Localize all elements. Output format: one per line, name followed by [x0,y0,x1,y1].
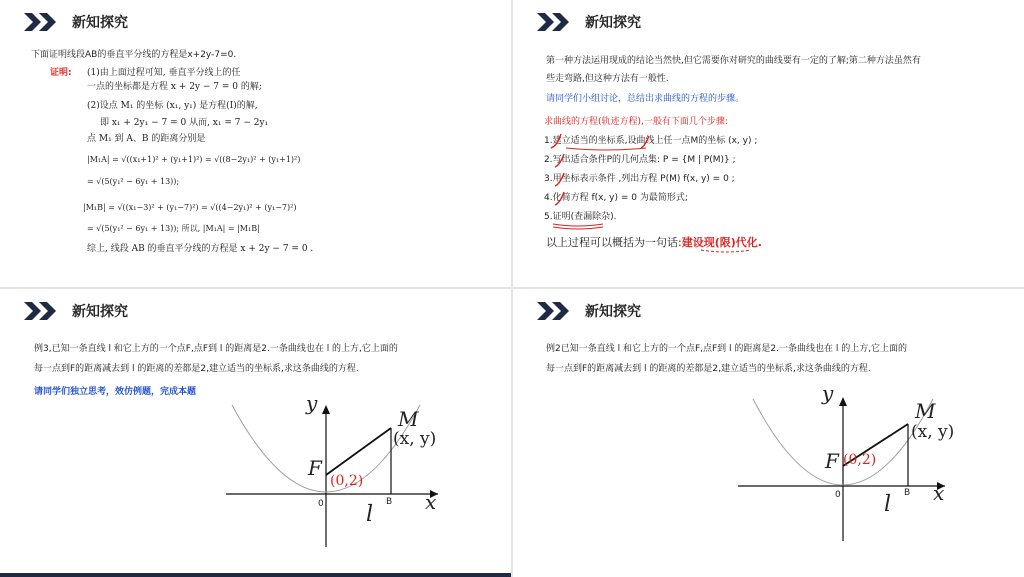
focus-label: F [308,456,322,480]
point-m-coordinate: (x, y) [911,422,955,442]
point-b-label: B [904,488,911,498]
practice-prompt: 请同学们独立思考，效仿例题，完成本题 [34,387,197,397]
slide-title: 新知探究 [585,304,641,320]
slide-1[interactable] [0,0,511,287]
proof-line: 点 M₁ 到 A、B 的距离分别是 [87,134,206,144]
example-text: 每一点到F的距离减去到 l 的距离的差都是2,建立适当的坐标系,求这条曲线的方程. [34,364,359,374]
proof-line: (2)设点 M₁ 的坐标 (x₁, y₁) 是方程(Ⅰ)的解, [87,101,258,111]
discussion-prompt: 请同学们小组讨论，总结出求曲线的方程的步骤。 [546,94,745,104]
example-text: 例2已知一条直线 l 和它上方的一个点F,点F到 l 的距离是2.一条曲线也在 l 的上方,它上面的 [546,344,908,354]
slide-bottom-bar [0,573,511,577]
slide-2[interactable] [513,0,1024,287]
step-item: 4.化简方程 f(x, y) = 0 为最简形式; [544,193,688,203]
method-paragraph: 第一种方法运用现成的结论当然快,但它需要你对研究的曲线要有一定的了解;第二种方法虽然有 [546,56,921,66]
y-axis-label: y [306,391,318,415]
double-chevron-icon [24,12,58,32]
line-l-label: l [366,502,374,527]
slide-header [24,11,128,33]
step-item: 5.证明(查漏除杂). [544,212,617,222]
proof-label: 证明: [50,68,72,78]
focus-coordinate: (0,2) [330,473,364,489]
distance-formula: = √(5(y₁² − 6y₁ + 13)); [87,177,180,186]
origin-label: 0 [318,499,324,509]
slide-3[interactable] [0,289,511,577]
step-item: 2.写出适合条件P的几何点集: P = {M | P(M)} ; [544,155,736,165]
focus-label: F [825,449,839,473]
example-text: 每一点到F的距离减去到 l 的距离的差都是2,建立适当的坐标系,求这条曲线的方程. [546,364,871,374]
proof-line: (1)由上面过程可知, 垂直平分线上的任 [87,68,241,78]
slide-4[interactable] [513,289,1024,577]
point-m-coordinate: (x, y) [393,429,437,449]
proof-line: 即 x₁ + 2y₁ − 7 = 0 从而, x₁ = 7 − 2y₁ [100,118,269,128]
summary-prefix: 以上过程可以概括为一句话: [546,236,682,249]
point-m-label: M [398,407,419,431]
x-axis-label: x [933,481,945,505]
distance-formula: |M₁A| = √((x₁+1)² + (y₁+1)²) = √((8−2y₁)² + (y₁+1)²) [87,155,301,164]
summary-highlight: 建设现(限)代化. [681,236,762,249]
slide-title: 新知探究 [585,15,641,31]
intro-text: 下面证明线段AB的垂直平分线的方程是x+2y-7=0. [31,50,237,60]
example-text: 例3,已知一条直线 l 和它上方的一个点F,点F到 l 的距离是2.一条曲线也在 l 的上方,它上面的 [34,344,398,354]
focus-coordinate: (0,2) [843,452,877,468]
summary-line [546,236,762,250]
conclusion-text: 综上, 线段 AB 的垂直平分线的方程是 x + 2y − 7 = 0 . [87,244,314,254]
distance-formula: |M₁B| = √((x₁−3)² + (y₁−7)²) = √((4−2y₁)² + (y₁−7)²) [83,203,297,212]
y-axis-label: y [822,381,834,405]
slide-title: 新知探究 [72,304,128,320]
steps-heading: 求曲线的方程(轨迹方程),一般有下面几个步骤: [544,117,728,127]
proof-line: 一点的坐标都是方程 x + 2y − 7 = 0 的解; [87,82,262,92]
slide-title: 新知探究 [72,15,128,31]
line-l-label: l [884,492,892,517]
method-paragraph: 些走弯路,但这种方法有一般性. [546,74,669,84]
step-item: 1.建立适当的坐标系,设曲线上任一点M的坐标 (x, y) ; [544,136,758,146]
distance-formula: = √(5(y₁² − 6y₁ + 13)); 所以, |M₁A| = |M₁B| [87,224,260,233]
x-axis-label: x [425,490,437,514]
point-b-label: B [386,497,393,507]
origin-label: 0 [835,490,841,500]
step-item: 3.用坐标表示条件 ,列出方程 P(M) f(x, y) = 0 ; [544,174,735,184]
point-m-label: M [915,399,936,423]
